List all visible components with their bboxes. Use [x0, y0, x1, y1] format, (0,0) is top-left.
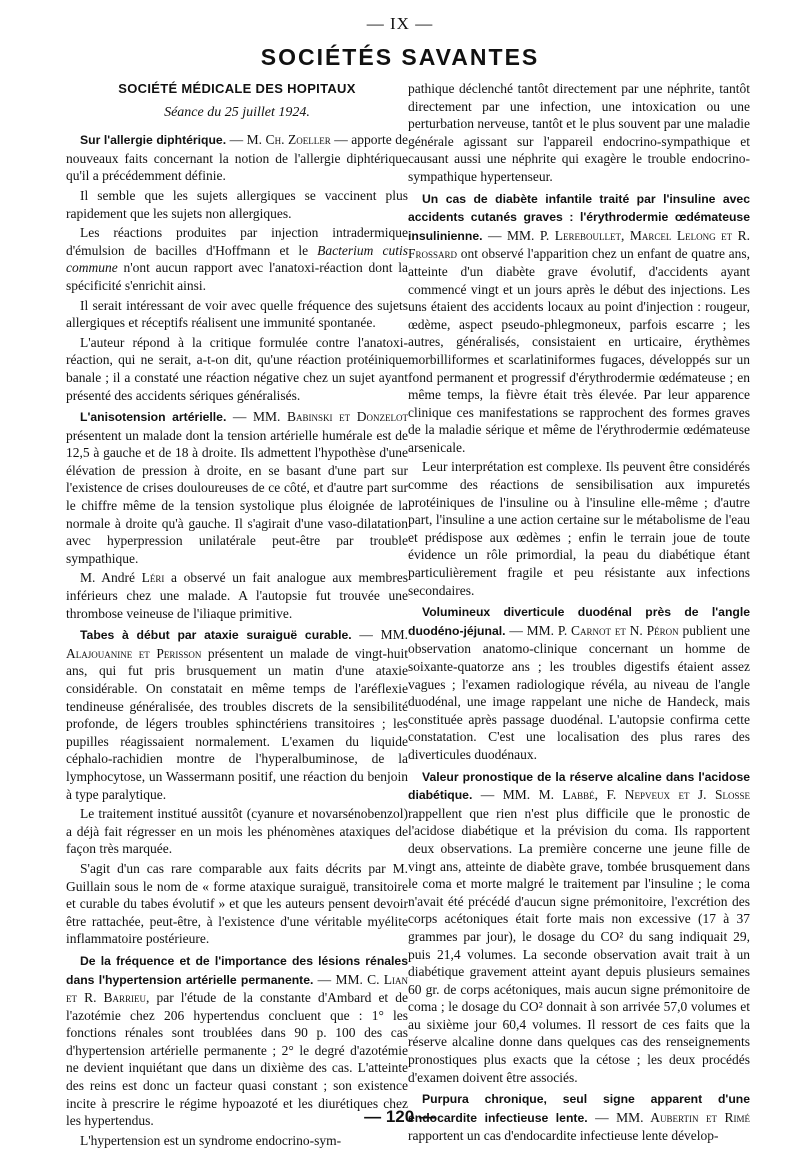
article-text: Le traitement institué aussitôt (cyanure et novarsénobenzol) a déjà fait régresser en un mois les phénomènes ataxiques de façon très marquée.	[66, 806, 408, 857]
article-author: MM. C. Lian et R. Barrieu	[66, 971, 408, 1006]
article-text: L'auteur répond à la critique formulée contre l'anatoxi-réaction, qui ne serait, a-t-on dit, qu'une réaction protéinique banale ; il a constaté une réaction négative chez un sujet ayant présenté des accidents sériques généralisés.	[66, 334, 408, 403]
article-allergie: Sur l'allergie diphtérique. — M. Ch. Zoeller — apporte de nouveaux faits concernant la notion de l'allergie diphtérique qu'il a précédemment définie. Il semble que les sujets allergiques se vaccinent plus rapidement que les sujets non allergiques. Les réactions produites par injection intradermique d'émulsion de bacilles d'Hoffmann et le Bacterium cutis commune n'ont aucun rapport avec l'anatoxi-réaction dont la spécificité s'enrichit ainsi. Il serait intéressant de voir avec quelle fréquence des sujets allergiques et réceptifs réalisent une immunité spontanée. L'auteur répond à la critique formulée contre l'anatoxi-réaction, qui ne serait, a-t-on dit, qu'une réaction protéinique banale ; il a constaté une réaction négative chez un sujet ayant présenté des accidents sériques généralisés.	[66, 132, 409, 403]
article-title: Valeur pronostique de la réserve alcaline dans l'acidose diabétique.	[408, 769, 750, 803]
article-text: Il serait intéressant de voir avec quelle fréquence des sujets allergiques et réceptifs réalisent une immunité spontanée.	[66, 297, 408, 331]
article-title: Un cas de diabète infantile traité par l'insuline avec accidents cutanés graves : l'érythrodermie œdémateuse insulinienne.	[408, 191, 750, 243]
article-title: L'anisotension artérielle.	[80, 410, 227, 425]
article-text-italic: Bacterium cutis commune	[66, 242, 409, 276]
article-text: n'ont aucun rapport avec l'anatoxi-réaction dont la spécificité s'enrichit ainsi.	[66, 260, 408, 293]
article-author: MM. P. Carnot et N. Péron	[526, 622, 679, 638]
article-reserve-alcaline: Valeur pronostique de la réserve alcaline dans l'acidose diabétique. — MM. M. Labbé, F. Nepveux et J. Slosse rappellent que rien n'est plus difficile que le pronostic de l'acidose diabétique et la prévision du coma. Ils rapportent deux observations. La première concerne une jeune fille de vingt ans, atteinte de diabète grave, tombée brusquement dans le coma et morte malgré le traitement par l'insuline ; le coma n'avait été précédé d'aucun signe prémonitoire, l'excrétion des corps acétoniques était forte mais non excessive (17 à 37 grammes par jour), le dosage du CO² du sang indiquait 29, puis 21,4 volumes. La seconde observation avait trait à un diabétique gravement atteint ayant depuis plusieurs semaines 60 gr. de corps acétoniques, mais aucun signe prémonitoire de coma ; le dosage du CO² donnait à son arrivée 57,0 volumes et au sixième jour 60,4 volumes. Il ressort de ces faits que la réserve alcaline donne dans quelques cas des renseignements pronostiques plus exacts que la cétose ; les deux procédés d'examen doivent être associés.	[408, 769, 750, 1085]
article-text: publient une observation anatomo-clinique concernant un homme de soixante-quatorze ans ; les troubles digestifs étaient assez vagues ; l'examen radiologique révéla, au niveau de l'angle duodénal, une image rappelant une niche de Handeck, mais constituée après passage duodénal. L'autopsie confirma cette constatation. C'est une localisation des plus rares des diverticules duodénaux.	[408, 622, 751, 762]
article-text: S'agit d'un cas rare comparable aux faits décrits par M. Guillain sous le nom de « forme ataxique suraiguë, transitoire et curable du tabes évolutif » et que les auteurs pensent devoir être rattachée, peut-être, à l'existence d'une véritable myélite inflammatoire postérieure.	[66, 860, 408, 947]
article-author: Léri	[141, 570, 165, 586]
article-anisotension: L'anisotension artérielle. — MM. Babinski et Donzelot présentent un malade dont la tension artérielle humérale est de 12,5 à gauche et de 18 à droite. Ils admettent l'hypothèse d'une élévation de pression à droite, en se basant d'une part sur l'existence de crises douloureuses de ce côté, et d'autre part sur le chiffre même de la tension systolique plus éloignée de la normale à droite qu'à gauche. Il s'agirait d'une vaso-dilatation avec hyperpression unilatérale peut-être par trouble sympathique. M. André Léri a observé un fait analogue aux membres inférieurs chez une malade. A l'autopsie fut trouvée une thrombose veineuse de l'iliaque primitive.	[66, 409, 408, 621]
article-text: rappellent que rien n'est plus difficile que le pronostic de l'acidose diabétique et la prévision du coma. Ils rapportent deux observations. La première concerne une jeune fille de vingt ans, atteinte de diabète grave, tombée brusquement dans le coma et morte malgré le traitement par l'insuline ; le coma n'avait été précédé d'aucun signe prémonitoire, l'excrétion des corps acétoniques était forte mais non excessive (17 à 37 grammes par jour), le dosage du CO² du sang indiquait 29, puis 21,4 volumes. La seconde observation avait trait à un diabétique gravement atteint ayant depuis plusieurs semaines 60 gr. de corps acétoniques, mais aucun signe prémonitoire de coma ; le dosage du CO² donnait à son arrivée 57,0 volumes et au sixième jour 60,4 volumes. Il ressort de ces faits que la réserve alcaline donne dans quelques cas des renseignements pronostiques plus exacts que la cétose ; les deux procédés d'examen doivent être associés.	[408, 805, 750, 1085]
article-author: MM. P. Lereboullet, Marcel Lelong et R. Frossard	[408, 227, 750, 262]
article-author: MM. Alajouanine et Perisson	[66, 627, 408, 661]
seance-date: Séance du 25 juillet 1924.	[164, 104, 310, 120]
article-text: présentent un malade de vingt-huit ans, qui fut pris brusquement un matin d'une ataxie considérable. On constatait en même temps de l'aréflexie tendineuse généralisée, des troubles discrets de la sensibilité profonde, de légers troubles sphinctériens transitoires ; les pupilles réagissaient normalement. L'examen du liquide céphalo-rachidien montre de l'hyperalbuminose, de la lymphocytose, un Wassermann positif, une réaction du benjoin à type paralytique.	[66, 645, 408, 802]
article-text: — apporte de nouveaux faits concernant la notion de l'allergie diphtérique qu'il a précédemment définie.	[66, 132, 409, 184]
page-title: SOCIÉTÉS SAVANTES	[260, 44, 540, 70]
article-text: Leur interprétation est complexe. Ils peuvent être considérés comme des réactions de sensibilisation aux impuretés protéiniques de l'insuline ou à l'insuline elle-même ; d'autre part, l'insuline a une action certaine sur le métabolisme de l'eau et prédispose aux œdèmes ; enfin le terrain joue de toute évidence un rôle primordial, la peau du diabétique étant particulièrement fragile et peu résistante aux infections secondaires.	[408, 459, 750, 598]
article-text-continued: pathique déclenché tantôt directement par une néphrite, tantôt directement par une infection, une intoxication ou une perturbation nerveuse, tantôt et le plus souvent par une maladie générale agissant sur l'appareil endocrino-sympathique et causant aussi une néphrite qui exagère le trouble endocrino-sympathique hypertenseur.	[408, 81, 750, 184]
article-diabete-infantile: Un cas de diabète infantile traité par l'insuline avec accidents cutanés graves : l'érythrodermie œdémateuse insulinienne. — MM. P. Lereboullet, Marcel Lelong et R. Frossard ont observé l'apparition chez un enfant de quatre ans, atteinte d'un diabète grave évolutif, d'accidents ayant commencé vingt et un jours après le début des injections. Les uns étaient des accidents locaux au point d'injection : rougeur, œdème, aspect pseudo-phlegmoneux, parfois escarre ; les autres, généralisés, consistaient en urticaire, érythèmes morbilliformes et scarlatiniformes fugaces, développés sur un fond permanent et progressif d'érythrodermie œdémateuse ; en même temps, la fièvre était très élevée. Par leur apparence clinique ces manifestations se rapprochent des formes graves de la maladie sérique et même de l'érythrodermie œdémateuse arsenicale. Leur interprétation est complexe. Ils peuvent être considérés comme des réactions de sensibilisation aux impuretés protéiniques de l'insuline ou à l'insuline elle-même ; d'autre part, l'insuline a une action certaine sur le métabolisme de l'eau et prédispose aux œdèmes ; enfin le terrain joue de toute évidence un rôle primordial, la peau du diabétique étant particulièrement fragile et peu résistante aux infections secondaires.	[408, 191, 750, 598]
article-text: L'hypertension est un syndrome endocrino-sym-	[80, 1132, 342, 1148]
article-text: rapportent un cas d'endocardite infectieuse lente dévelop-	[408, 1128, 719, 1144]
article-author: MM. M. Labbé, F. Nepveux et J. Slosse	[502, 787, 750, 803]
article-author: MM. Babinski et Donzelot	[253, 409, 408, 425]
article-title: Purpura chronique, seul signe apparent d'une endocardite infectieuse lente.	[408, 1092, 750, 1125]
society-heading: SOCIÉTÉ MÉDICALE DES HOPITAUX	[118, 81, 356, 96]
article-text: Il semble que les sujets allergiques se vaccinent plus rapidement que les sujets non allergiques.	[66, 187, 408, 221]
article-text: présentent un malade dont la tension artérielle humérale est de 12,5 à gauche et de 18 à droite. Ils admettent l'hypothèse d'une élévation de pression à droite, en se basant d'une part sur l'existence de crises douloureuses de ce côté, et d'autre part sur le chiffre même de la tension systolique plus éloignée de la normale à droite qu'à gauche. Il s'agirait d'une vaso-dilatation avec hyperpression unilatérale peut-être par trouble sympathique.	[66, 427, 408, 566]
article-text: a observé un fait analogue aux membres inférieurs chez une malade. A l'autopsie fut trouvée une thrombose veineuse de l'iliaque primitive.	[66, 570, 408, 621]
article-title: Tabes à début par ataxie suraiguë curable.	[80, 628, 352, 643]
article-text: , par l'étude de la constante d'Ambard et de l'azotémie chez 206 hypertendus concluent que : 1° les fonctions rénales sont troublées dans 90 p. 100 des cas d'hypertension artérielle permanente ; 2° le degré d'azotémie ne devient inquiétant que dans un dixième des cas. L'atteinte des reins est donc un facteur quasi constant ; son existence incite à prescrire le régime hypoazoté et les diurétiques chez les hypertendus.	[66, 990, 408, 1129]
article-title: Sur l'allergie diphtérique.	[80, 133, 227, 148]
article-title: Volumineux diverticule duodénal près de l'angle duodéno-jéjunal.	[408, 605, 750, 638]
article-text: ont observé l'apparition chez un enfant de quatre ans, atteinte d'un diabète grave évolutif, d'accidents ayant commencé vingt et un jours après le début des injections. Les uns étaient des accidents locaux au point d'injection : rougeur, œdème, aspect pseudo-phlegmoneux, parfois escarre ; les autres, généralisés, consistaient en urticaire, érythèmes morbilliformes et scarlatiniformes fugaces, développés sur un fond permanent et progressif d'érythrodermie œdémateuse ; en même temps, la fièvre était très élevée. Par leur apparence clinique ces manifestations se rapprochent des formes graves de la maladie sérique et même de l'érythrodermie œdémateuse arsenicale.	[408, 246, 750, 455]
article-lesions-renales: De la fréquence et de l'importance des lésions rénales dans l'hypertension artérielle permanente. — MM. C. Lian et R. Barrieu, par l'étude de la constante d'Ambard et de l'azotémie chez 206 hypertendus concluent que : 1° les fonctions rénales sont troublées dans 90 p. 100 des cas d'hypertension artérielle permanente ; 2° le degré d'azotémie ne devient inquiétant que dans un dixième des cas. L'atteinte des reins est donc un facteur quasi constant ; son existence incite à prescrire le régime hypoazoté et les diurétiques chez les hypertendus. L'hypertension est un syndrome endocrino-sym-	[66, 953, 408, 1148]
article-author: M. Ch. Zoeller	[246, 132, 331, 148]
article-diverticule: Volumineux diverticule duodénal près de l'angle duodéno-jéjunal. — MM. P. Carnot et N. Péron publient une observation anatomo-clinique concernant un homme de soixante-quatorze ans ; les troubles digestifs étaient assez vagues ; l'examen radiologique révéla, au niveau de l'angle duodénal, une image rappelant une niche de Handeck, mais constituée après passage duodénal. L'autopsie confirma cette constatation. C'est une localisation des plus rares des diverticules duodénaux.	[408, 605, 751, 762]
right-column	[408, 80, 751, 1144]
article-purpura: Purpura chronique, seul signe apparent d'une endocardite infectieuse lente. — MM. Aubertin et Rimé rapportent un cas d'endocardite infectieuse lente dévelop-	[408, 1092, 751, 1144]
article-title: De la fréquence et de l'importance des lésions rénales dans l'hypertension artérielle permanente.	[66, 953, 408, 987]
article-tabes: Tabes à début par ataxie suraiguë curable. — MM. Alajouanine et Perisson présentent un malade de vingt-huit ans, qui fut pris brusquement un matin d'une ataxie considérable. On constatait en même temps de l'aréflexie tendineuse généralisée, des troubles discrets de la sensibilité profonde, de légers troubles sphinctériens transitoires ; les pupilles réagissaient normalement. L'examen du liquide céphalo-rachidien montre de l'hyperalbuminose, de la lymphocytose, un Wassermann positif, une réaction du benjoin à type paralytique. Le traitement institué aussitôt (cyanure et novarsénobenzol) a déjà fait régresser en un mois les phénomènes ataxiques de façon très marquée. S'agit d'un cas rare comparable aux faits décrits par M. Guillain sous le nom de « forme ataxique suraiguë, transitoire et curable du tabes évolutif » et que les auteurs pensent devoir être rattachée, peut-être, à l'existence d'une véritable myélite inflammatoire postérieure.	[66, 627, 408, 947]
article-text: Les réactions produites par injection intradermique d'émulsion de bacilles d'Hoffmann et le	[66, 225, 408, 258]
page-number: — 120 —	[364, 1107, 436, 1126]
article-author: MM. Aubertin et Rimé	[616, 1109, 751, 1125]
roman-page-number: — IX —	[366, 14, 434, 33]
article-text: M. André	[80, 570, 142, 586]
